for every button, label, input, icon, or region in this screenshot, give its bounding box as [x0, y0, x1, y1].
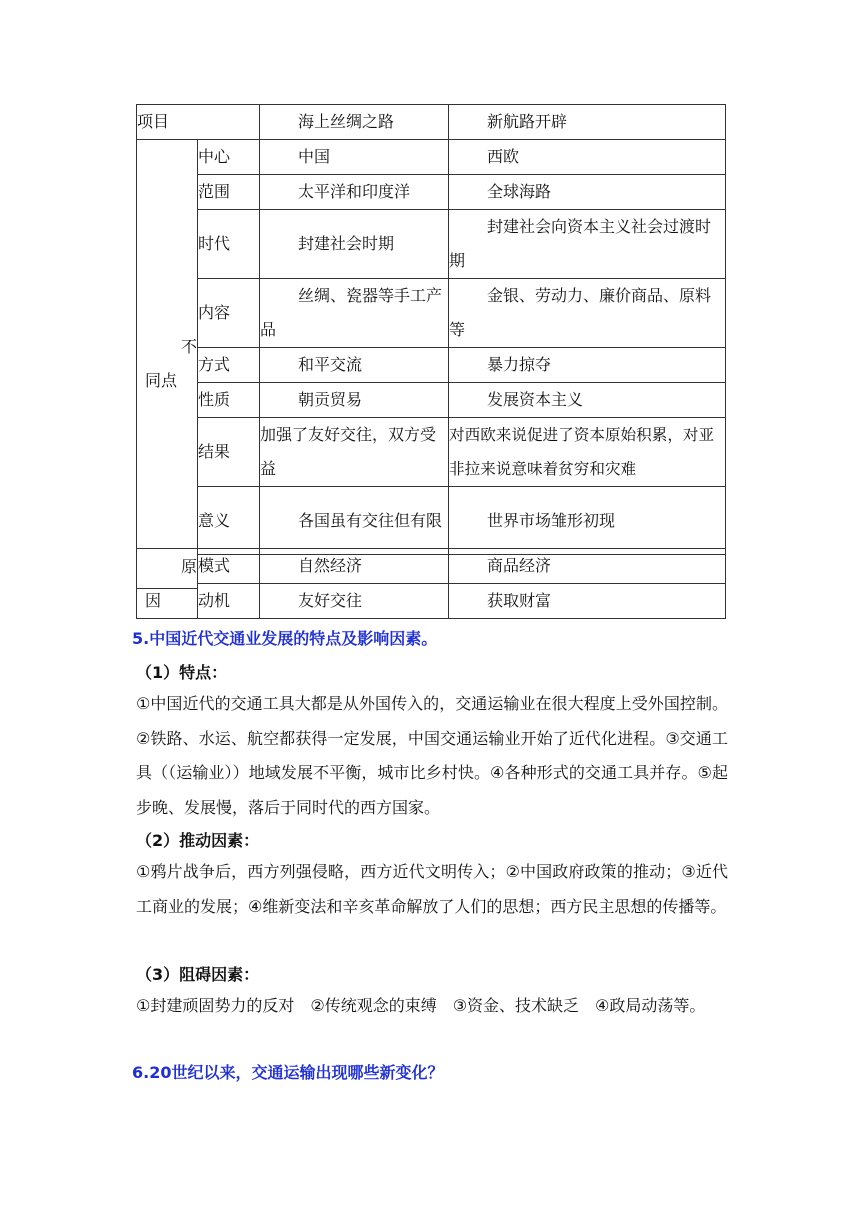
- silk-road-cell: 封建社会时期: [260, 210, 449, 279]
- silk-road-cell: 加强了友好交往，双方受益: [260, 418, 449, 487]
- table-row: [137, 140, 726, 175]
- features-paragraph: ①中国近代的交通工具大都是从外国传入的，交通运输业在很大程度上受外国控制。②铁路、水运、航空都获得一定发展，中国交通运输业开始了近代化进程。③交通工具（（运输业））地域发展不平衡，城市比乡村快。④各种形式的交通工具并存。⑤起步晚、发展慢，落后于同时代的西方国家。: [136, 694, 728, 817]
- silk-road-cell: 自然经济: [260, 549, 449, 584]
- table-row: [137, 584, 726, 619]
- section5-heading: 5.中国近代交通业发展的特点及影响因素。: [132, 629, 438, 648]
- aspect-cell: 范围: [198, 175, 260, 210]
- aspect-cell: 意义: [198, 487, 260, 555]
- silk-road-cell: 朝贡贸易: [260, 383, 449, 418]
- obstacles-paragraph: ①封建顽固势力的反对 ②传统观念的束缚 ③资金、技术缺乏 ④政局动荡等。: [136, 996, 706, 1015]
- obstacles-title: （3）阻碍因素：: [136, 965, 260, 984]
- silk-road-cell: 中国: [260, 140, 449, 175]
- new-route-cell: 商品经济: [449, 549, 726, 584]
- header-col2: 新航路开辟: [449, 105, 726, 140]
- category-differences: 不 同点: [137, 140, 198, 589]
- new-route-cell: 全球海路: [449, 175, 726, 210]
- aspect-cell: 中心: [198, 140, 260, 175]
- new-route-cell: 西欧: [449, 140, 726, 175]
- new-route-cell: 封建社会向资本主义社会过渡时期: [449, 210, 726, 279]
- table-row: [137, 418, 726, 487]
- drivers-paragraph: ①鸦片战争后，西方列强侵略，西方近代文明传入；②中国政府政策的推动；③近代工商业的发展；④维新变法和辛亥革命解放了人们的思想；西方民主思想的传播等。: [136, 862, 728, 916]
- table-row: [137, 279, 726, 348]
- drivers-title: （2）推动因素：: [136, 831, 260, 850]
- new-route-cell: 金银、劳动力、廉价商品、原料等: [449, 279, 726, 348]
- new-route-cell: 对西欧来说促进了资本原始积累，对亚非拉来说意味着贫穷和灾难: [449, 418, 726, 487]
- aspect-cell: 内容: [198, 279, 260, 348]
- new-route-cell: 世界市场雏形初现: [449, 487, 726, 555]
- aspect-cell: 动机: [198, 584, 260, 619]
- aspect-cell: 方式: [198, 348, 260, 383]
- aspect-cell: 结果: [198, 418, 260, 487]
- aspect-cell: 时代: [198, 210, 260, 279]
- header-col1: 海上丝绸之路: [260, 105, 449, 140]
- table-row: [137, 348, 726, 383]
- aspect-cell: 模式: [198, 549, 260, 584]
- new-route-cell: 暴力掠夺: [449, 348, 726, 383]
- category-causes-cell: 原 因: [137, 549, 198, 619]
- comparison-table: [136, 104, 726, 589]
- table-row: [137, 549, 726, 584]
- silk-road-cell: 和平交流: [260, 348, 449, 383]
- section6-heading: 6.20世纪以来，交通运输出现哪些新变化？: [132, 1063, 444, 1082]
- causes-table: [136, 548, 726, 619]
- table-row: [137, 383, 726, 418]
- aspect-cell: 性质: [198, 383, 260, 418]
- silk-road-cell: 太平洋和印度洋: [260, 175, 449, 210]
- features-title: （1）特点：: [136, 663, 228, 682]
- table-row: [137, 175, 726, 210]
- table-row: [137, 487, 726, 555]
- silk-road-cell: 各国虽有交往但有限: [260, 487, 449, 555]
- table-row: [137, 210, 726, 279]
- silk-road-cell: 友好交往: [260, 584, 449, 619]
- new-route-cell: 发展资本主义: [449, 383, 726, 418]
- silk-road-cell: 丝绸、瓷器等手工产品: [260, 279, 449, 348]
- new-route-cell: 获取财富: [449, 584, 726, 619]
- header-item: 项目: [137, 105, 260, 140]
- table-header-row: [137, 105, 726, 140]
